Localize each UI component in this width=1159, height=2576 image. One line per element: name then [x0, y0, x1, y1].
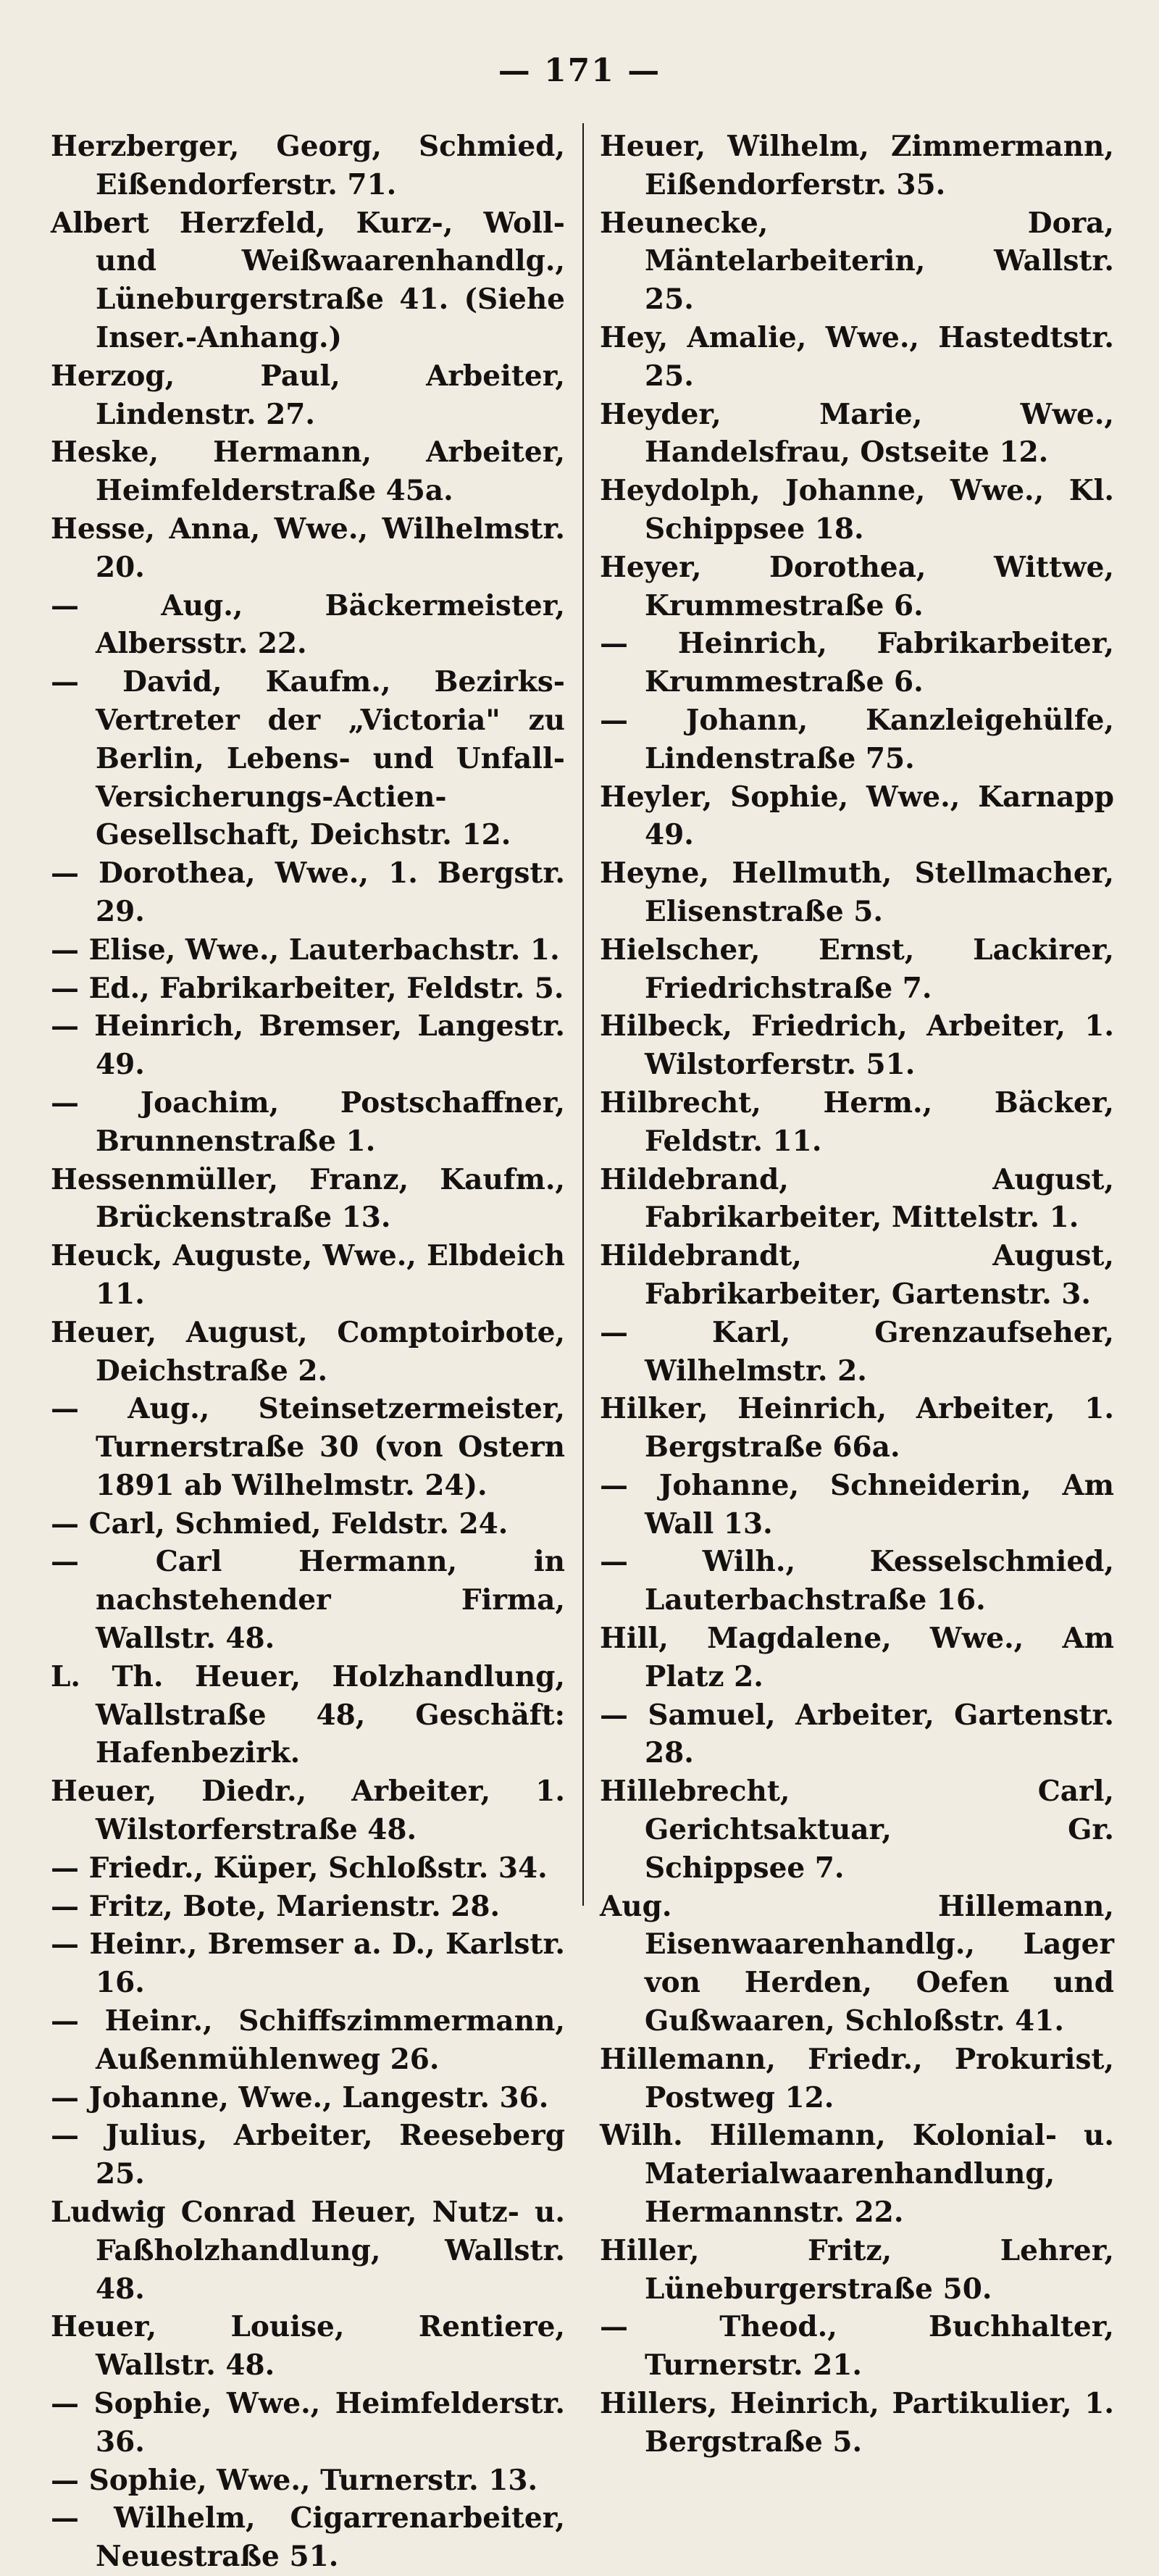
- directory-entry: — Theod., Buchhalter, Turnerstr. 21.: [600, 2310, 1114, 2383]
- directory-entry: L. Th. Heuer, Holzhandlung, Wallstraße 48, Geschäft: Hafenbezirk.: [51, 1659, 565, 1770]
- directory-entry: Hillers, Heinrich, Partikulier, 1. Bergstraße 5.: [600, 2387, 1114, 2459]
- directory-entry: Heyne, Hellmuth, Stellmacher, Elisenstraße 5.: [600, 856, 1114, 928]
- directory-entry: — Johanne, Wwe., Langestr. 36.: [51, 2080, 549, 2114]
- directory-entry: Hessenmüller, Franz, Kaufm., Brückenstraße 13.: [51, 1162, 565, 1235]
- directory-entry: — Julius, Arbeiter, Reeseberg 25.: [51, 2119, 565, 2191]
- page-number: — 171 —: [498, 52, 661, 89]
- directory-entry: Hilbrecht, Herm., Bäcker, Feldstr. 11.: [600, 1085, 1114, 1158]
- column-divider: [582, 123, 584, 1906]
- directory-entry: Heunecke, Dora, Mäntelarbeiterin, Wallstr. 25.: [600, 206, 1114, 317]
- directory-entry: — Elise, Wwe., Lauterbachstr. 1.: [51, 933, 560, 967]
- left-column: [51, 128, 565, 2576]
- directory-entry: Hildebrand, August, Fabrikarbeiter, Mittelstr. 1.: [600, 1162, 1114, 1235]
- directory-entry: — Heinrich, Fabrikarbeiter, Krummestraße 6.: [600, 627, 1114, 699]
- directory-entry: — Carl Hermann, in nachstehender Firma, Wallstr. 48.: [51, 1545, 565, 1656]
- directory-entry: — Sophie, Wwe., Heimfelderstr. 36.: [51, 2387, 565, 2459]
- directory-entry: — Friedr., Küper, Schloßstr. 34.: [51, 1851, 548, 1885]
- directory-entry: — Fritz, Bote, Marienstr. 28.: [51, 1889, 501, 1923]
- directory-entry: Herzberger, Georg, Schmied, Eißendorferstr. 71.: [51, 130, 565, 201]
- directory-entry: Hiller, Fritz, Lehrer, Lüneburgerstraße 50.: [600, 2233, 1114, 2306]
- directory-entry: — Ed., Fabrikarbeiter, Feldstr. 5.: [51, 971, 564, 1005]
- directory-entry: — David, Kaufm., Bezirks-Vertreter der „Victoria" zu Berlin, Lebens- und Unfall-Versicherungs-Actien-Gesellschaft, Deichstr. 12.: [51, 665, 565, 852]
- directory-entry: Herzog, Paul, Arbeiter, Lindenstr. 27.: [51, 359, 565, 431]
- directory-entry: — Heinrich, Bremser, Langestr. 49.: [51, 1009, 565, 1082]
- directory-entry: Hillebrecht, Carl, Gerichtsaktuar, Gr. Schippsee 7.: [600, 1775, 1114, 1885]
- directory-entry: Hilker, Heinrich, Arbeiter, 1. Bergstraße 66a.: [600, 1392, 1114, 1464]
- directory-entry: — Johann, Kanzleigehülfe, Lindenstraße 75.: [600, 703, 1114, 775]
- directory-entry: Heske, Hermann, Arbeiter, Heimfelderstraße 45a.: [51, 435, 565, 508]
- directory-entry: Albert Herzfeld, Kurz-, Woll- und Weißwaarenhandlg., Lüneburgerstraße 41. (Siehe Inser.-Anhang.): [51, 206, 565, 354]
- directory-entry: Hesse, Anna, Wwe., Wilhelmstr. 20.: [51, 512, 565, 584]
- directory-entry: — Dorothea, Wwe., 1. Bergstr. 29.: [51, 856, 565, 928]
- directory-entry: Aug. Hillemann, Eisenwaarenhandlg., Lager von Herden, Oefen und Gußwaaren, Schloßstr. 41.: [600, 1889, 1114, 2038]
- directory-entry: Hey, Amalie, Wwe., Hastedtstr. 25.: [600, 320, 1114, 393]
- directory-entry: Heyler, Sophie, Wwe., Karnapp 49.: [600, 780, 1114, 852]
- directory-entry: — Sophie, Wwe., Turnerstr. 13.: [51, 2463, 538, 2497]
- directory-entry: Heyder, Marie, Wwe., Handelsfrau, Ostseite 12.: [600, 397, 1114, 470]
- directory-entry: Hildebrandt, August, Fabrikarbeiter, Gartenstr. 3.: [600, 1239, 1114, 1311]
- directory-entry: Hielscher, Ernst, Lackirer, Friedrichstraße 7.: [600, 933, 1114, 1005]
- directory-entry: Hilbeck, Friedrich, Arbeiter, 1. Wilstorferstr. 51.: [600, 1009, 1114, 1082]
- directory-entry: Hill, Magdalene, Wwe., Am Platz 2.: [600, 1622, 1114, 1693]
- directory-entry: Heuer, Diedr., Arbeiter, 1. Wilstorferstraße 48.: [51, 1775, 565, 1847]
- directory-entry: — Carl, Schmied, Feldstr. 24.: [51, 1506, 509, 1541]
- directory-entry: Heydolph, Johanne, Wwe., Kl. Schippsee 18.: [600, 474, 1114, 546]
- directory-entry: — Wilh., Kesselschmied, Lauterbachstraße 16.: [600, 1545, 1114, 1617]
- directory-entry: Hillemann, Friedr., Prokurist, Postweg 12.: [600, 2042, 1114, 2114]
- directory-entry: — Wilhelm, Cigarrenarbeiter, Neuestraße 51.: [51, 2501, 565, 2574]
- directory-entry: Heuer, Louise, Rentiere, Wallstr. 48.: [51, 2310, 565, 2383]
- directory-entry: — Heinr., Schiffszimmermann, Außenmühlenweg 26.: [51, 2004, 565, 2076]
- directory-entry: Ludwig Conrad Heuer, Nutz- u. Faßholzhandlung, Wallstr. 48.: [51, 2196, 565, 2306]
- directory-entry: Wilh. Hillemann, Kolonial- u. Materialwaarenhandlung, Hermannstr. 22.: [600, 2119, 1114, 2230]
- directory-entry: — Karl, Grenzaufseher, Wilhelmstr. 2.: [600, 1315, 1114, 1388]
- directory-entry: — Aug., Steinsetzermeister, Turnerstraße 30 (von Ostern 1891 ab Wilhelmstr. 24).: [51, 1392, 565, 1502]
- directory-entry: — Joachim, Postschaffner, Brunnenstraße 1.: [51, 1085, 565, 1158]
- directory-entry: Heyer, Dorothea, Wittwe, Krummestraße 6.: [600, 550, 1114, 622]
- directory-entry: — Samuel, Arbeiter, Gartenstr. 28.: [600, 1698, 1114, 1770]
- directory-entry: — Aug., Bäckermeister, Albersstr. 22.: [51, 588, 565, 661]
- directory-entry: Heuer, Wilhelm, Zimmermann, Eißendorferstr. 35.: [600, 130, 1114, 201]
- directory-entry: — Heinr., Bremser a. D., Karlstr. 16.: [51, 1927, 565, 2000]
- directory-entry: Heuer, August, Comptoirbote, Deichstraße 2.: [51, 1315, 565, 1388]
- directory-entry: — Johanne, Schneiderin, Am Wall 13.: [600, 1468, 1114, 1541]
- directory-entry: Heuck, Auguste, Wwe., Elbdeich 11.: [51, 1239, 565, 1311]
- right-column: [600, 128, 1114, 2462]
